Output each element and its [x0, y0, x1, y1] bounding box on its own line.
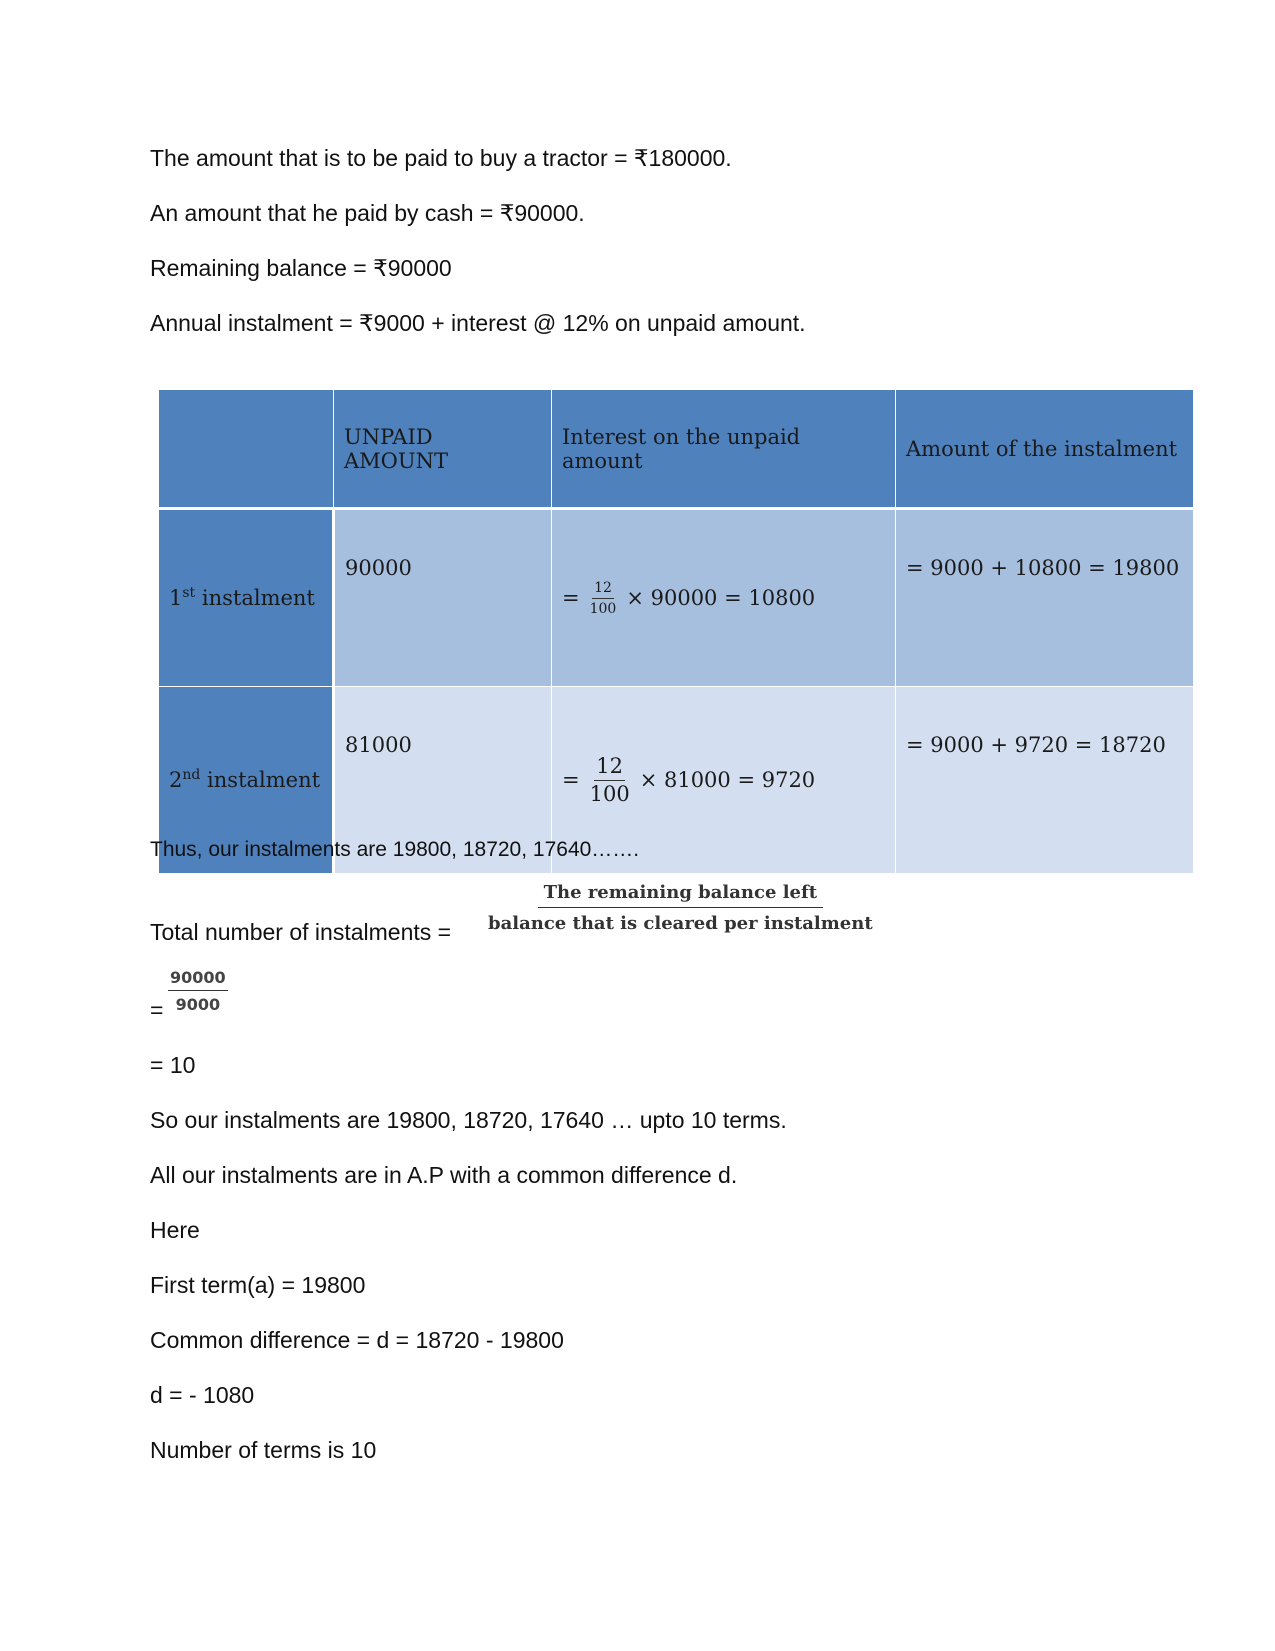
cash-paid-text: An amount that he paid by cash = ₹90000.	[150, 200, 585, 226]
instalments-sequence-text: Thus, our instalments are 19800, 18720, 17640…….	[150, 838, 640, 861]
d-value-text: d = - 1080	[150, 1382, 255, 1408]
fraction-denominator: balance that is cleared per instalment	[488, 913, 873, 934]
interest-formula: = $\frac{12}{100}$ × 81000 = 9720	[562, 753, 816, 806]
common-difference-text: Common difference = d = 18720 - 19800	[150, 1327, 564, 1353]
here-text: Here	[150, 1217, 200, 1243]
interest-cell	[552, 509, 896, 687]
remaining-balance-text: Remaining balance = ₹90000	[150, 255, 452, 281]
amount-cell: = 9000 + 10800 = 19800	[896, 509, 1194, 687]
ratio-denominator: 9000	[175, 995, 221, 1014]
header-unpaid-amount: UNPAID AMOUNT	[334, 390, 552, 509]
rate-fraction: $\frac{12}{100}$	[589, 579, 617, 617]
unpaid-cell: 81000	[334, 687, 552, 874]
ratio-equals: =	[150, 997, 164, 1023]
ratio-numerator: 90000	[168, 968, 228, 991]
fraction-numerator: The remaining balance left	[538, 882, 823, 908]
table-row	[159, 509, 1194, 687]
ordinal-label: 2nd instalment	[169, 767, 321, 792]
ratio-fraction	[168, 968, 228, 1014]
result-ten: = 10	[150, 1052, 196, 1078]
table-header-row	[159, 390, 1194, 509]
header-cell-empty	[159, 390, 334, 509]
header-instalment-amount: Amount of the instalment	[896, 390, 1194, 509]
rate-fraction: $\frac{12}{100}$	[589, 753, 630, 806]
ordinal-label: 1st instalment	[169, 585, 315, 610]
annual-instalment-text: Annual instalment = ₹9000 + interest @ 12% on unpaid amount.	[150, 310, 806, 336]
amount-cell: = 9000 + 9720 = 18720	[896, 687, 1194, 874]
unpaid-cell: 90000	[334, 509, 552, 687]
header-interest: Interest on the unpaid amount	[552, 390, 896, 509]
total-instalments-fraction	[482, 882, 879, 934]
instalments-terms-text: So our instalments are 19800, 18720, 17640 … upto 10 terms.	[150, 1107, 787, 1133]
ap-statement-text: All our instalments are in A.P with a common difference d.	[150, 1162, 738, 1188]
instalment-table	[158, 389, 1194, 874]
row-label	[159, 509, 334, 687]
number-of-terms-text: Number of terms is 10	[150, 1437, 377, 1463]
tractor-amount-text: The amount that is to be paid to buy a tractor = ₹180000.	[150, 145, 732, 171]
interest-formula: = $\frac{12}{100}$ × 90000 = 10800	[562, 579, 816, 617]
first-term-text: First term(a) = 19800	[150, 1272, 366, 1298]
total-instalments-label: Total number of instalments =	[150, 919, 452, 945]
